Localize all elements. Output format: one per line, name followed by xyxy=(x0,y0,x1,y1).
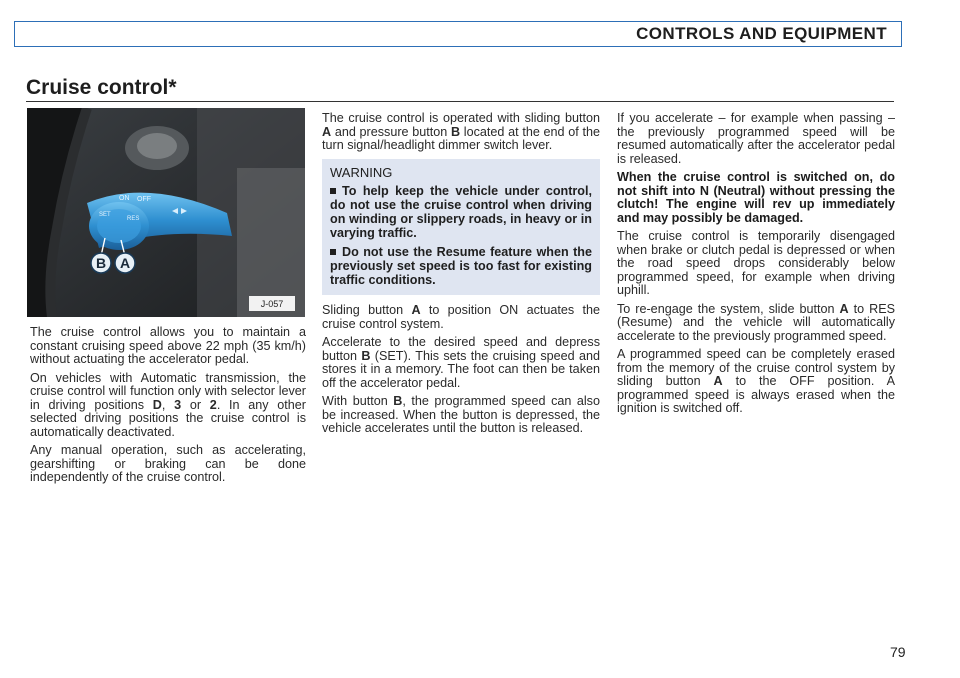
figure-code: J-057 xyxy=(260,299,284,309)
manual-operation-paragraph: Any manual operation, such as accelerating, gearshifting or braking can be done independently of the cruise control. xyxy=(30,443,306,484)
set-speed-paragraph: Accelerate to the desired speed and depress button B (SET). This sets the cruising speed and stores it in a memory. The foot can then be taken off the accelerator pedal. xyxy=(322,335,600,390)
title-divider xyxy=(26,101,894,102)
intro-paragraph: The cruise control allows you to maintain a constant cruising speed above 22 mph (35 km/h) without actuating the accelerator pedal. xyxy=(30,325,306,366)
sliding-button-paragraph: Sliding button A to position ON actuates the cruise control system. xyxy=(322,303,600,331)
section-header xyxy=(14,21,902,47)
stalk-label-set: SET xyxy=(99,212,111,218)
increase-speed-paragraph: With button B, the programmed speed can also be increased. When the button is depressed, the vehicle accelerates until the button is released. xyxy=(322,394,600,435)
stalk-label-res: RES xyxy=(127,216,140,222)
column-2 xyxy=(322,112,600,441)
re-engage-paragraph: To re-engage the system, slide button A to RES (Resume) and the vehicle will automatically accelerate to the previously programmed speed. xyxy=(617,301,895,343)
warning-box xyxy=(322,159,600,296)
section-title: CONTROLS AND EQUIPMENT xyxy=(636,24,887,43)
accelerate-paragraph: If you accelerate – for example when passing – the previously programmed speed will be resumed automatically after the accelerator pedal is released. xyxy=(617,111,895,166)
warning-item: Do not use the Resume feature when the previously set speed is too fast for existing traffic conditions. xyxy=(330,245,592,287)
erase-paragraph: A programmed speed can be completely erased from the memory of the cruise control system by sliding button A to the OFF position. A programmed speed is always erased when the ignition is switched off. xyxy=(617,347,895,415)
page-number: 79 xyxy=(890,644,906,660)
operation-paragraph: The cruise control is operated with sliding button A and pressure button B located at the end of the turn signal/headlight dimmer switch lever. xyxy=(322,111,600,152)
callout-b: B xyxy=(95,255,107,271)
bullet-icon xyxy=(330,188,336,194)
stalk-label-on: ON xyxy=(119,195,130,202)
bullet-icon xyxy=(330,249,336,255)
callout-a: A xyxy=(119,255,131,271)
warning-item: To help keep the vehicle under control, do not use the cruise control when driving on winding or slippery roads, in heavy or in varying traffic. xyxy=(330,184,592,240)
warning-title: WARNING xyxy=(330,164,393,180)
column-1 xyxy=(30,326,306,490)
neutral-warning-paragraph: When the cruise control is switched on, do not shift into N (Neutral) without pressing the clutch! The engine will rev up immediately and may possibly be damaged. xyxy=(617,170,895,225)
automatic-transmission-paragraph: On vehicles with Automatic transmission, the cruise control will function only with selector lever in driving positions D, 3 or 2. In any other selected driving positions the cruise control is automatically deactivated. xyxy=(30,370,306,439)
disengage-paragraph: The cruise control is temporarily disengaged when brake or clutch pedal is depressed or when the road speed drops considerably below programmed speed, for example when driving uphill. xyxy=(617,229,895,297)
cruise-control-photo xyxy=(27,108,305,317)
stalk-label-off: OFF xyxy=(137,196,151,203)
page-title: Cruise control* xyxy=(26,76,177,99)
column-3 xyxy=(617,112,895,421)
